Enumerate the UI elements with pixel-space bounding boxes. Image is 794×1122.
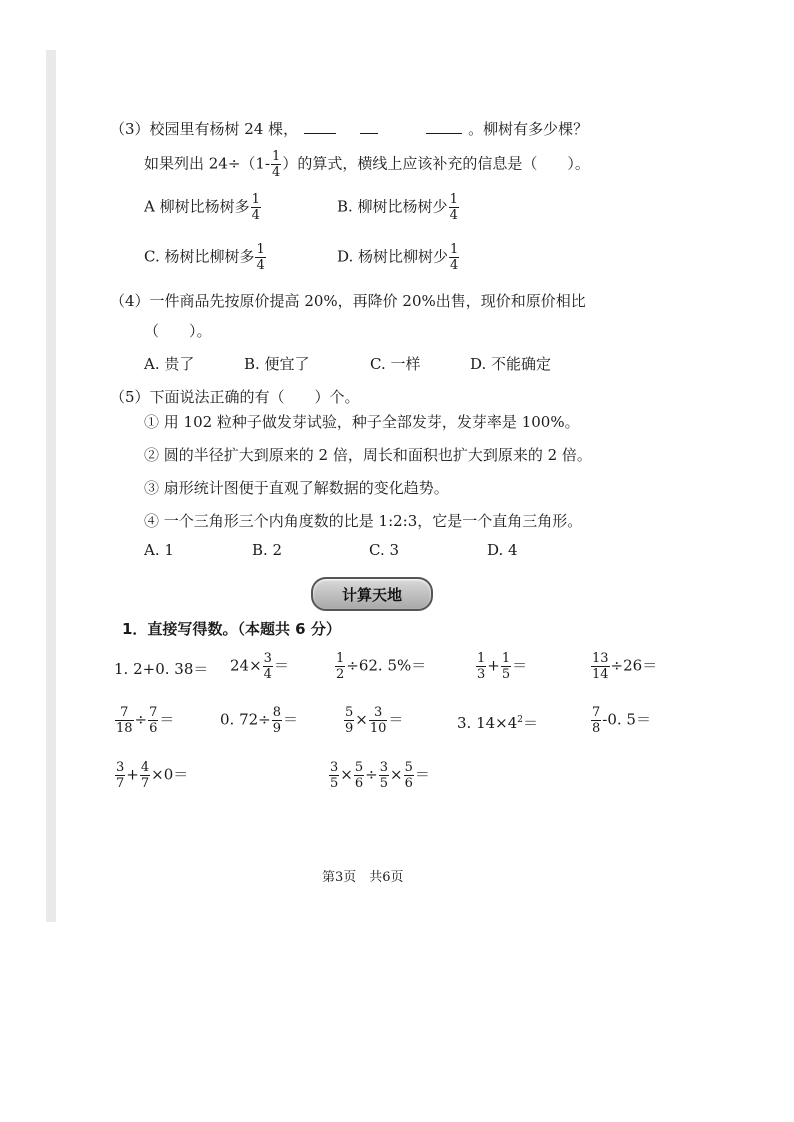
q3-line2-text: 如果列出 24÷（1- xyxy=(144,154,271,173)
q5-stem: （5）下面说法正确的有（ ）个。 xyxy=(110,388,360,406)
denominator: 9 xyxy=(272,721,282,736)
numerator: 7 xyxy=(592,705,601,720)
numerator: 3 xyxy=(116,760,125,775)
q5-option-c: C. 3 xyxy=(369,541,400,559)
denominator: 4 xyxy=(450,258,459,273)
fraction xyxy=(404,761,414,790)
option-label: B. 柳树比杨树少 xyxy=(337,197,448,216)
option-label: D. 杨树比柳树少 xyxy=(337,247,449,266)
expr-text: 3. 14×4 xyxy=(457,714,518,732)
expr-12 xyxy=(328,761,430,790)
operator: × xyxy=(355,710,368,729)
denominator: 6 xyxy=(149,721,158,736)
fraction xyxy=(591,652,610,681)
q5-statement-3: ③ 扇形统计图便于直观了解数据的变化趋势。 xyxy=(144,479,449,497)
fraction xyxy=(344,706,354,735)
q3-option-b xyxy=(337,193,460,222)
numerator: 3 xyxy=(379,760,388,775)
denominator: 8 xyxy=(592,721,601,736)
denominator: 4 xyxy=(256,258,265,273)
option-label: C. 杨树比柳树多 xyxy=(144,247,255,266)
numerator: 8 xyxy=(272,705,282,720)
fraction xyxy=(591,706,601,735)
denominator: 14 xyxy=(592,667,609,682)
numerator: 1 xyxy=(256,242,265,257)
expr-text: ×0＝ xyxy=(151,765,189,784)
denominator: 6 xyxy=(404,776,413,791)
fraction xyxy=(379,761,389,790)
expr-text: ＝ xyxy=(523,714,539,732)
numerator: 5 xyxy=(404,760,413,775)
numerator: 3 xyxy=(373,705,383,720)
calc-heading: 1．直接写得数。（本题共 6 分） xyxy=(122,620,341,638)
expr-text: -0. 5＝ xyxy=(602,710,651,729)
numerator: 1 xyxy=(501,651,511,666)
expr-3 xyxy=(334,652,426,681)
numerator: 1 xyxy=(477,651,486,666)
numerator: 1 xyxy=(251,192,260,207)
fraction xyxy=(449,243,459,272)
q5-option-b: B. 2 xyxy=(252,541,283,559)
q5-option-d: D. 4 xyxy=(487,541,518,559)
fraction xyxy=(335,652,345,681)
denominator: 5 xyxy=(330,776,339,791)
operator: ÷ xyxy=(365,765,378,784)
operator: × xyxy=(340,765,353,784)
expr-1: 1. 2+0. 38＝ xyxy=(114,660,209,678)
operator: × xyxy=(390,765,403,784)
page-footer: 第3页 共6页 xyxy=(322,870,404,885)
fraction xyxy=(354,761,364,790)
q4-option-a: A. 贵了 xyxy=(144,355,195,373)
q5-statement-4: ④ 一个三角形三个内角度数的比是 1:2:3，它是一个直角三角形。 xyxy=(144,512,583,530)
answer-blank xyxy=(426,121,462,134)
numerator: 7 xyxy=(120,705,129,720)
expr-text: ＝ xyxy=(512,656,528,675)
denominator: 10 xyxy=(369,721,387,736)
denominator: 3 xyxy=(477,667,486,682)
operator: + xyxy=(487,656,500,675)
expr-7 xyxy=(220,706,298,735)
expr-text: ＝ xyxy=(414,765,430,784)
q4-option-b: B. 便宜了 xyxy=(244,355,310,373)
operator: ÷ xyxy=(134,710,148,729)
denominator: 4 xyxy=(263,667,272,682)
expr-6 xyxy=(114,706,174,735)
expr-10 xyxy=(590,706,651,735)
q5-statement-1: ① 用 102 粒种子做发芽试验，种子全部发芽，发芽率是 100%。 xyxy=(144,413,580,431)
q4-stem-bracket: （ ）。 xyxy=(144,322,212,340)
expr-text: 0. 72÷ xyxy=(220,710,271,729)
numerator: 3 xyxy=(263,651,272,666)
expr-8 xyxy=(343,706,403,735)
numerator: 13 xyxy=(592,651,609,666)
expr-5 xyxy=(590,652,657,681)
numerator: 7 xyxy=(149,705,158,720)
denominator: 5 xyxy=(501,667,511,682)
numerator: 4 xyxy=(140,760,150,775)
numerator: 5 xyxy=(354,760,364,775)
q4-option-c: C. 一样 xyxy=(370,355,421,373)
q3-line2-text-end: ）的算式，横线上应该补充的信息是（ ）。 xyxy=(282,154,590,173)
denominator: 6 xyxy=(354,776,364,791)
expr-9 xyxy=(457,712,538,733)
q4-option-d: D. 不能确定 xyxy=(470,355,552,373)
fraction xyxy=(329,761,339,790)
numerator: 5 xyxy=(345,705,354,720)
expr-text: 24× xyxy=(230,656,262,675)
expr-2 xyxy=(230,652,289,681)
operator: + xyxy=(126,765,139,784)
q4-stem: （4）一件商品先按原价提高 20%，再降价 20%出售，现价和原价相比 xyxy=(110,292,586,310)
denominator: 7 xyxy=(140,776,150,791)
fraction xyxy=(476,652,486,681)
denominator: 7 xyxy=(116,776,125,791)
section-title: 计算天地 xyxy=(311,577,433,611)
fraction xyxy=(115,706,134,735)
fraction xyxy=(140,761,150,790)
denominator: 5 xyxy=(379,776,388,791)
q3-line2 xyxy=(144,150,590,179)
denominator: 4 xyxy=(272,165,281,180)
fraction xyxy=(148,706,158,735)
numerator: 3 xyxy=(330,760,339,775)
q3-option-d xyxy=(337,243,460,272)
answer-blank xyxy=(360,121,378,134)
denominator: 18 xyxy=(116,721,133,736)
fraction xyxy=(369,706,388,735)
fraction xyxy=(272,706,282,735)
denominator: 9 xyxy=(345,721,354,736)
q3-stem-question: 。柳树有多少棵？ xyxy=(468,120,589,138)
left-margin-bar xyxy=(46,50,56,922)
denominator: 2 xyxy=(336,667,345,682)
numerator: 1 xyxy=(450,242,459,257)
expr-text: ＝ xyxy=(388,710,404,729)
q3-option-a xyxy=(144,193,262,222)
expr-11 xyxy=(114,761,188,790)
expr-text: ÷62. 5%＝ xyxy=(346,656,427,675)
q3-stem-text: （3）校园里有杨树 24 棵， xyxy=(110,120,299,138)
q5-statement-2: ② 圆的半径扩大到原来的 2 倍，周长和面积也扩大到原来的 2 倍。 xyxy=(144,446,592,464)
exponent: 2 xyxy=(517,715,524,725)
expr-text: ＝ xyxy=(159,710,175,729)
expr-text: ＝ xyxy=(273,656,289,675)
q3-option-c xyxy=(144,243,267,272)
fraction xyxy=(255,243,265,272)
fraction xyxy=(449,193,459,222)
expr-4 xyxy=(475,652,527,681)
fraction xyxy=(115,761,125,790)
expr-text: ＝ xyxy=(283,710,299,729)
numerator: 1 xyxy=(336,651,345,666)
option-label: A 柳树比杨树多 xyxy=(144,197,250,216)
fraction xyxy=(263,652,273,681)
numerator: 1 xyxy=(272,149,281,164)
denominator: 4 xyxy=(449,208,458,223)
q5-option-a: A. 1 xyxy=(144,541,174,559)
q3-stem xyxy=(110,118,588,139)
expr-text: ÷26＝ xyxy=(610,656,658,675)
denominator: 4 xyxy=(251,208,260,223)
fraction xyxy=(271,150,281,179)
answer-blank xyxy=(304,121,336,134)
numerator: 1 xyxy=(449,192,458,207)
fraction xyxy=(251,193,261,222)
fraction xyxy=(501,652,511,681)
